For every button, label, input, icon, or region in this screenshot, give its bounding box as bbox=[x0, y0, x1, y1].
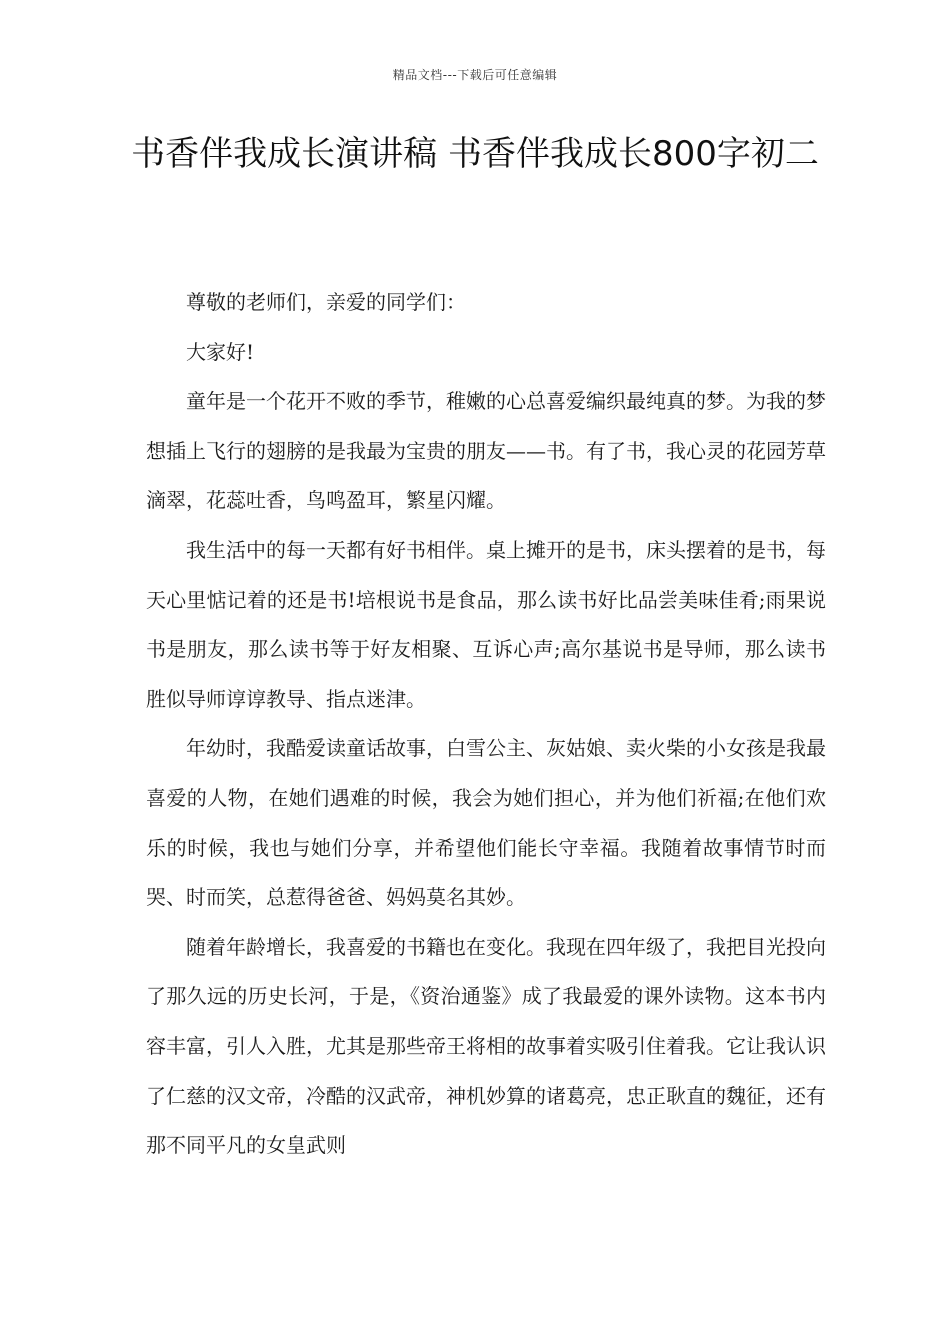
page-header: 精品文档---下载后可任意编辑 bbox=[392, 68, 558, 82]
paragraph-childhood: 童年是一个花开不败的季节，稚嫩的心总喜爱编织最纯真的梦。为我的梦想插上飞行的翅膀的是我最为宝贵的朋友——书。有了书，我心灵的花园芳草滴翠，花蕊吐香，鸟鸣盈耳，繁星闪耀。 bbox=[146, 389, 826, 513]
document-body bbox=[146, 278, 826, 1171]
document-title: 书香伴我成长演讲稿 书香伴我成长800字初二 bbox=[131, 134, 819, 174]
paragraph-history-books: 随着年龄增长，我喜爱的书籍也在变化。我现在四年级了，我把目光投向了那久远的历史长河，于是，《资治通鉴》成了我最爱的课外读物。这本书内容丰富，引人入胜，尤其是那些帝王将相的故事着实吸引住着我。它让我认识了仁慈的汉文帝，冷酷的汉武帝，神机妙算的诸葛亮，忠正耿直的魏征，还有那不同平凡的女皇武则 bbox=[146, 934, 826, 1158]
paragraph-fairy-tales: 年幼时，我酷爱读童话故事，白雪公主、灰姑娘、卖火柴的小女孩是我最喜爱的人物，在她们遇难的时候，我会为她们担心，并为他们祈福;在他们欢乐的时候，我也与她们分享，并希望他们能长守幸福。我随着故事情节时而哭、时而笑，总惹得爸爸、妈妈莫名其妙。 bbox=[146, 736, 826, 910]
paragraph-daily-books: 我生活中的每一天都有好书相伴。桌上摊开的是书，床头摆着的是书，每天心里惦记着的还是书!培根说书是食品，那么读书好比品尝美味佳肴;雨果说书是朋友，那么读书等于好友相聚、互诉心声;高尔基说书是导师，那么读书胜似导师谆谆教导、指点迷津。 bbox=[146, 537, 826, 711]
paragraph-greeting: 尊敬的老师们，亲爱的同学们： bbox=[186, 290, 466, 314]
paragraph-salutation: 大家好! bbox=[186, 339, 255, 364]
